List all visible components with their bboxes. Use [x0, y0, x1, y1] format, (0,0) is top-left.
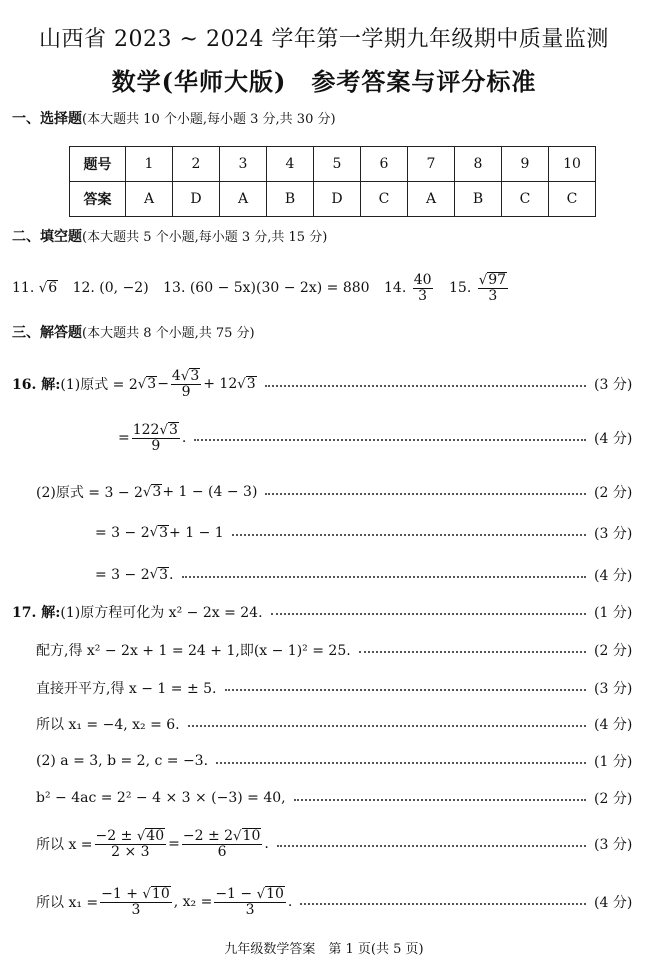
q17-line-6 [36, 788, 632, 808]
sqrt-icon: √ [233, 829, 242, 844]
answer-15 [449, 272, 510, 304]
score-marker: (3 分) [594, 377, 633, 394]
question-number: 1 [126, 147, 173, 182]
fraction [413, 273, 433, 303]
question-number: 9 [502, 147, 549, 182]
row-header: 题号 [70, 147, 126, 182]
expr-text: = [118, 430, 130, 447]
radicand: 10 [151, 886, 170, 902]
radicand: 3 [159, 524, 169, 541]
q17-line-1 [12, 602, 632, 622]
sqrt-icon: √ [38, 280, 48, 296]
expr-text: = 3 − 2 [95, 566, 150, 583]
answer-label: 13. [163, 280, 186, 297]
score-marker: (3 分) [594, 526, 633, 542]
score-marker: (4 分) [594, 717, 633, 733]
expr-text: (1)原式 = 2 [60, 377, 138, 394]
radicand: 97 [488, 272, 507, 288]
radicand: 3 [147, 375, 157, 392]
answer-12 [73, 280, 149, 296]
expr-text: = [168, 836, 180, 853]
denominator: 3 [418, 287, 428, 304]
expression [95, 567, 174, 583]
numerator: 40 [413, 271, 432, 288]
numerator [95, 828, 167, 845]
fill-answers-line [12, 272, 520, 304]
section-note: (本大题共 10 个小题,每小题 3 分,共 30 分) [82, 112, 336, 127]
section-note: (本大题共 5 个小题,每小题 3 分,共 15 分) [82, 230, 328, 245]
expression [12, 602, 263, 622]
answer-cell: C [361, 182, 408, 217]
leader-dots [225, 689, 586, 691]
expr-text: . [264, 836, 269, 853]
radicand: 10 [242, 828, 261, 844]
expr-text: + 1 − 1 [169, 524, 224, 541]
q16-line-2 [118, 422, 632, 454]
denominator: 6 [217, 844, 227, 861]
score-marker: (1 分) [594, 605, 633, 621]
leader-dots [277, 845, 586, 847]
coef: 4 [171, 368, 181, 384]
page-footer: 九年级数学答案 第 1 页(共 5 页) [224, 942, 424, 957]
answer-cell: D [173, 182, 220, 217]
expr-text: (2) a = 3, b = 2, c = −3. [36, 753, 209, 769]
answer-value: (60 − 5x)(30 − 2x) = 880 [189, 280, 370, 297]
expr-text: . [181, 430, 187, 447]
numerator [478, 272, 508, 289]
answer-cell: C [502, 182, 549, 217]
answer-label: 11. [12, 279, 35, 296]
sqrt-icon: √ [180, 369, 190, 384]
answer-label: 15. [449, 280, 472, 297]
leader-dots [232, 534, 586, 536]
score-marker: (4 分) [594, 431, 633, 448]
expr-text: (2)原式 = 3 − 2 [36, 485, 143, 501]
section-title: 二、填空题 [12, 229, 82, 245]
q16-line-5 [95, 565, 632, 585]
question-number: 5 [314, 147, 361, 182]
radicand: 40 [146, 828, 165, 844]
coef: 122 [132, 422, 160, 438]
question-number: 6 [361, 147, 408, 182]
q17-line-7 [36, 828, 632, 860]
sqrt-icon: √ [149, 567, 159, 583]
question-number: 4 [267, 147, 314, 182]
sqrt-icon: √ [237, 376, 246, 392]
row-header: 答案 [70, 182, 126, 217]
denominator: 3 [245, 902, 255, 919]
denominator: 3 [131, 902, 141, 919]
expression [12, 368, 257, 400]
numerator [214, 886, 286, 903]
radicand: 6 [48, 279, 58, 296]
sqrt-icon: √ [256, 887, 266, 902]
choice-answer-table [69, 146, 596, 217]
answer-key-subtitle: 数学(华师大版) 参考答案与评分标准 [111, 67, 537, 96]
answer-row [70, 182, 596, 217]
leader-dots [359, 651, 586, 653]
score-marker: (3 分) [594, 681, 633, 697]
fraction [100, 886, 172, 918]
question-number: 10 [549, 147, 596, 182]
sqrt-icon: √ [136, 829, 146, 844]
question-number: 2 [173, 147, 220, 182]
score-marker: (2 分) [594, 791, 633, 807]
answer-value: (0, −2) [99, 280, 149, 297]
section-title: 三、解答题 [12, 325, 82, 341]
answer-cell: B [267, 182, 314, 217]
numerator [182, 828, 263, 845]
question-label: 17. 解: [12, 605, 61, 621]
expression [36, 482, 257, 502]
score-marker: (2 分) [594, 643, 633, 659]
numerator [171, 368, 201, 385]
exam-title: 山西省 2023 ~ 2024 学年第一学期九年级期中质量监测 [39, 27, 609, 52]
expression [36, 886, 292, 918]
expr-text: 直接开平方,得 x − 1 = ± 5. [36, 681, 217, 697]
sqrt-icon: √ [142, 887, 151, 902]
question-number: 7 [408, 147, 455, 182]
score-marker: (4 分) [594, 568, 633, 584]
expr-text: + 1 − (4 − 3) [162, 484, 258, 500]
section-note: (本大题共 8 个小题,共 75 分) [82, 326, 255, 341]
leader-dots [216, 762, 586, 764]
question-number: 3 [220, 147, 267, 182]
leader-dots [182, 576, 587, 578]
answer-cell: A [408, 182, 455, 217]
answer-label: 12. [72, 280, 95, 297]
answer-14 [384, 273, 435, 303]
answer-cell: A [220, 182, 267, 217]
radicand: 3 [152, 483, 162, 500]
expr-text: = 3 − 2 [95, 524, 150, 541]
sqrt-icon: √ [149, 525, 159, 541]
q17-line-4 [36, 714, 632, 734]
question-number: 8 [455, 147, 502, 182]
question-label: 16. 解: [12, 377, 61, 394]
coef: −2 ± 2 [182, 828, 234, 844]
question-number-row [70, 147, 596, 182]
sqrt-icon: √ [142, 484, 152, 500]
fraction [132, 422, 180, 454]
expr-text: . [287, 894, 293, 911]
leader-dots [300, 903, 586, 905]
answer-cell: B [455, 182, 502, 217]
answer-cell: C [549, 182, 596, 217]
expression [118, 422, 186, 454]
q16-line-3 [36, 482, 632, 502]
fraction [214, 886, 286, 918]
radicand: 10 [266, 886, 284, 902]
q17-line-5 [36, 751, 632, 771]
answer-cell: A [126, 182, 173, 217]
denominator: 9 [151, 438, 161, 455]
expr-text: 所以 x₁ = [36, 895, 99, 912]
radicand: 3 [168, 422, 178, 438]
expr-text: 所以 x₁ = −4, x₂ = 6. [36, 717, 180, 733]
section-choice-heading [12, 108, 336, 128]
expression [36, 828, 269, 860]
answer-13 [163, 280, 369, 296]
section-solve-heading [12, 322, 255, 342]
expr-text: , x₂ = [173, 894, 213, 911]
radicand: 3 [190, 368, 200, 384]
denominator: 2 × 3 [111, 844, 150, 861]
numerator [100, 886, 172, 903]
expr-text: + 12 [203, 376, 238, 393]
leader-dots [194, 439, 586, 441]
expr-text: (1)原方程可化为 x² − 2x = 24. [60, 605, 263, 621]
denominator: 3 [488, 288, 498, 305]
section-title: 一、选择题 [12, 111, 82, 127]
expr-text: b² − 4ac = 2² − 4 × 3 × (−3) = 40, [36, 790, 286, 806]
q17-line-3 [36, 678, 632, 698]
q17-line-8 [36, 886, 632, 918]
q17-line-2 [36, 640, 632, 660]
coef: −1 − [215, 886, 257, 902]
numerator [132, 422, 180, 439]
coef: −2 ± [95, 828, 137, 844]
fraction [95, 828, 167, 860]
leader-dots [294, 799, 586, 801]
q16-line-4 [95, 523, 632, 543]
expr-text: 所以 x = [36, 837, 93, 854]
radicand: 3 [159, 566, 169, 583]
sqrt-icon: √ [159, 423, 168, 438]
leader-dots [188, 725, 586, 727]
score-marker: (2 分) [594, 485, 633, 501]
fraction [182, 828, 263, 860]
fraction [171, 368, 201, 400]
coef: −1 + [101, 886, 143, 902]
answer-cell: D [314, 182, 361, 217]
leader-dots [265, 385, 586, 387]
expr-text: . [169, 566, 174, 583]
section-fill-heading [12, 226, 327, 246]
answer-label: 14. [384, 280, 407, 297]
leader-dots [271, 613, 586, 615]
sqrt-icon: √ [478, 273, 488, 288]
denominator: 9 [181, 384, 191, 401]
q16-line-1 [12, 368, 632, 400]
leader-dots [265, 493, 586, 495]
expr-text: 配方,得 x² − 2x + 1 = 24 + 1,即(x − 1)² = 25. [36, 643, 351, 659]
score-marker: (1 分) [594, 754, 633, 770]
sqrt-icon: √ [137, 376, 147, 392]
fraction [478, 272, 508, 304]
score-marker: (4 分) [594, 895, 633, 912]
expr-text: − [157, 376, 169, 393]
radicand: 3 [246, 375, 256, 392]
score-marker: (3 分) [594, 837, 633, 854]
expression [95, 525, 224, 541]
answer-11 [12, 280, 58, 296]
